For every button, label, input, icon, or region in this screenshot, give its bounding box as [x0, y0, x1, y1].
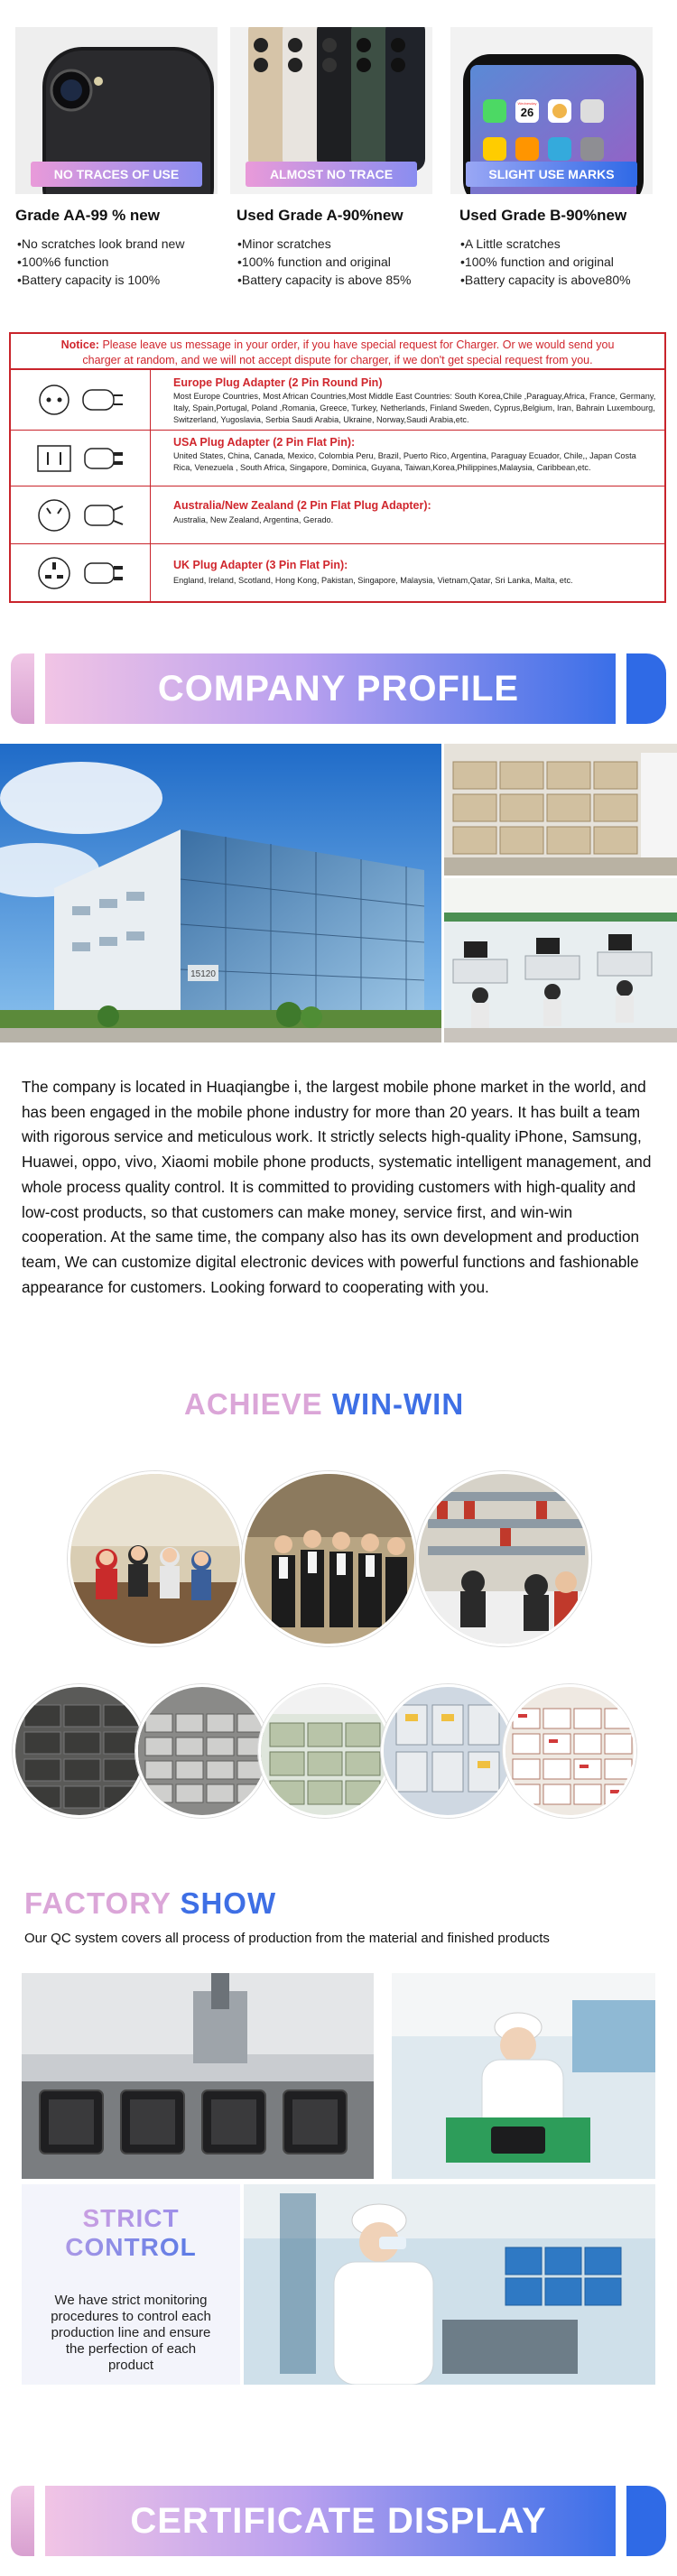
title-part-2: WIN-WIN: [331, 1387, 465, 1421]
company-building-photo: [0, 744, 441, 1042]
grade-feature: • Battery capacity is 100%: [17, 271, 184, 289]
team-photo-circle: [68, 1471, 243, 1646]
plug-row-usa: [11, 430, 664, 486]
product-stock-circle: [258, 1684, 392, 1818]
product-stock-circle: [13, 1684, 146, 1818]
product-stock-circle: [503, 1684, 636, 1818]
notice-label: Notice:: [60, 338, 99, 351]
notice-text: [16, 338, 659, 368]
plug-title: UK Plug Adapter (3 Pin Flat Pin):: [173, 559, 348, 571]
strict-title-line-2: CONTROL: [22, 2233, 240, 2262]
charger-notice-box: [9, 332, 666, 370]
grade-feature: • Minor scratches: [237, 235, 411, 253]
plug-adapter-table: [9, 370, 666, 603]
team-photo-circle: [416, 1471, 591, 1646]
eu-plug-icon: [11, 370, 151, 430]
qc-inspection-photo: [244, 2184, 655, 2385]
grade-feature: • Battery capacity is above80%: [460, 271, 631, 289]
plug-row-australia: [11, 486, 664, 543]
grade-title: Used Grade A-90%new: [236, 207, 403, 224]
worker-assembly-photo: [392, 1973, 655, 2179]
grade-features-list: [460, 235, 631, 289]
grade-aa-phone-image: [15, 27, 218, 194]
building-number-text: 15120: [190, 969, 216, 979]
plug-title: Australia/New Zealand (2 Pin Flat Plug Adapter):: [173, 499, 431, 512]
plug-icon-cell: [11, 544, 151, 601]
calendar-day-text: 26: [520, 106, 534, 119]
plug-icon-cell: [11, 486, 151, 543]
plug-countries: United States, China, Canada, Mexico, Colombia Peru, Brazil, Puerto Rico, Argentina, Paraguay Ecuador, Chile,, Japan Costa Rica, Venezuela , South Africa, Singapore, Dominica, Guyana, Taiwan,Korea,Philippines,Malaysia, Caribbean,etc.: [173, 451, 636, 472]
grade-badge: SLIGHT USE MARKS: [466, 162, 637, 187]
notice-line-1: Please leave us message in your order, if you have special request for Charger. Or we would send you: [102, 338, 615, 351]
plug-countries: Australia, New Zealand, Argentina, Gerado.: [173, 515, 334, 524]
plug-row-uk: [11, 543, 664, 601]
title-part-2: SHOW: [180, 1886, 277, 1920]
plug-title: Europe Plug Adapter (2 Pin Round Pin): [173, 376, 383, 389]
strict-title-line-1: STRICT: [22, 2204, 240, 2233]
grade-features-list: [237, 235, 411, 289]
grade-title: Grade AA-99 % new: [15, 207, 160, 224]
grade-b-phone-image: [450, 27, 653, 194]
grade-feature: • No scratches look brand new: [17, 235, 184, 253]
certificate-display-banner: [11, 2486, 666, 2556]
product-stock-circle: [381, 1684, 515, 1818]
plug-icon-cell: [11, 431, 151, 486]
factory-subtitle: Our QC system covers all process of production from the material and finished products: [24, 1931, 550, 1946]
uk-plug-icon: [11, 544, 151, 602]
achieve-win-win-title: [184, 1387, 464, 1422]
plug-row-europe: [11, 370, 664, 430]
grade-feature: • A Little scratches: [460, 235, 631, 253]
company-profile-banner: [11, 653, 666, 724]
factory-show-title: [24, 1886, 276, 1921]
warehouse-photo: [444, 744, 677, 876]
company-profile-text: The company is located in Huaqiangbe i, the largest mobile phone market in the world, and has been engaged in the mobile phone industry for more than 20 years. It has built a team with rigorous service and meticulous work. It strictly selects high-quality iPhone, Samsung, Huawei, oppo, vivo, Xiaomi mobile phone products, systematic intelligent management, and whole process quality control. It is committed to providing customers with high-quality and low-cost products, so that customers can make money, service first, and win-win cooperation. At the same time, the company also has its own development and production team, We can customize digital electronic devices with powerful functions and fashionable appearance for customers. Looking forward to cooperating with you.: [22, 1078, 652, 1296]
grade-feature: • Battery capacity is above 85%: [237, 271, 411, 289]
plug-countries: England, Ireland, Scotland, Hong Kong, Pakistan, Singapore, Malaysia, Vietnam,Qatar, Sri Lanka, Malta, etc.: [173, 576, 573, 585]
team-photo-circle: [242, 1471, 417, 1646]
grade-features-list: [17, 235, 184, 289]
banner-title: COMPANY PROFILE: [157, 669, 520, 709]
product-stock-circle: [135, 1684, 269, 1818]
office-photo: [444, 878, 677, 1042]
banner-title: CERTIFICATE DISPLAY: [130, 2501, 547, 2541]
title-part-1: FACTORY: [24, 1886, 172, 1920]
grade-feature: • 100% function and original: [460, 253, 631, 271]
au-plug-icon: [11, 486, 151, 544]
notice-line-2: charger at random, and we will not accept dispute for charger, if we don't get special request from you.: [82, 354, 593, 366]
strict-control-box: [22, 2184, 240, 2385]
grade-badge: NO TRACES OF USE: [31, 162, 202, 187]
title-part-1: ACHIEVE: [184, 1387, 323, 1421]
production-line-photo: [22, 1973, 374, 2179]
strict-description: We have strict monitoring procedures to control each production line and ensure the perfection of each product: [51, 2293, 211, 2373]
grade-badge: ALMOST NO TRACE: [246, 162, 417, 187]
grade-feature: • 100% function and original: [237, 253, 411, 271]
grade-title: Used Grade B-90%new: [459, 207, 627, 224]
plug-countries: Most Europe Countries, Most African Countries,Most Middle East Countries: South Korea,Chile ,Paraguay,Africa, France, Germany, Italy, Spain,Portugal, Poland ,Romania, Greece, Turkey, Netherlands, Finland Sweden, Cyprus,Belgium, Iran, Bahrain Luxembourg, Switzerland, Yugoslavia, Serbia Saudi Arabia, Ukraine, Norway,Saudi Arabia,etc.: [173, 392, 656, 424]
plug-title: USA Plug Adapter (2 Pin Flat Pin):: [173, 436, 356, 449]
plug-icon-cell: [11, 370, 151, 430]
grade-feature: • 100%6 function: [17, 253, 184, 271]
us-plug-icon: [11, 431, 151, 486]
calendar-weekday-text: Wednesday: [517, 101, 537, 106]
grade-a-phone-image: [230, 27, 432, 194]
